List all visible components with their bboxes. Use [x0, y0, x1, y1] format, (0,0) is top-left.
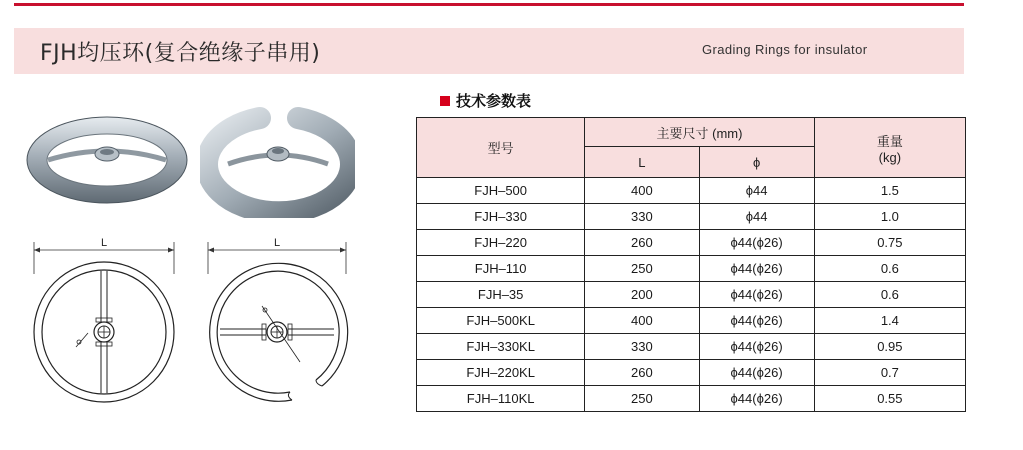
header-length: L [585, 147, 699, 178]
red-square-icon [440, 96, 450, 106]
cell-weight: 0.95 [814, 334, 965, 360]
page-title: FJH均压环(复合绝缘子串用) [40, 41, 321, 66]
spec-table [416, 117, 966, 412]
cell-weight: 0.6 [814, 256, 965, 282]
table-row [417, 256, 966, 282]
header-banner [14, 28, 964, 74]
cell-model: FJH–110KL [417, 386, 585, 412]
table-row [417, 334, 966, 360]
cell-model: FJH–220KL [417, 360, 585, 386]
header-weight-unit: (kg) [878, 149, 902, 165]
section-title: 技术参数表 [456, 92, 532, 110]
cell-length: 250 [585, 386, 699, 412]
cell-weight: 1.5 [814, 178, 965, 204]
open-ring-drawing [200, 234, 355, 409]
cell-diameter: ϕ44(ϕ26) [699, 230, 814, 256]
cell-length: 250 [585, 256, 699, 282]
cell-weight: 1.0 [814, 204, 965, 230]
table-row [417, 178, 966, 204]
cell-weight: 0.6 [814, 282, 965, 308]
cell-length: 400 [585, 308, 699, 334]
cell-model: FJH–220 [417, 230, 585, 256]
cell-diameter: ϕ44(ϕ26) [699, 282, 814, 308]
cell-weight: 1.4 [814, 308, 965, 334]
cell-weight: 0.75 [814, 230, 965, 256]
cell-weight: 0.55 [814, 386, 965, 412]
table-row [417, 386, 966, 412]
open-ring-photo [200, 106, 355, 218]
cell-diameter: ϕ44(ϕ26) [699, 360, 814, 386]
cell-length: 260 [585, 230, 699, 256]
cell-model: FJH–110 [417, 256, 585, 282]
cell-diameter: ϕ44 [699, 178, 814, 204]
cell-length: 200 [585, 282, 699, 308]
header-weight [814, 118, 965, 178]
top-red-rule [14, 3, 964, 6]
table-row [417, 282, 966, 308]
cell-model: FJH–500 [417, 178, 585, 204]
table-row [417, 230, 966, 256]
cell-model: FJH–500KL [417, 308, 585, 334]
cell-diameter: ϕ44(ϕ26) [699, 308, 814, 334]
cell-length: 330 [585, 204, 699, 230]
cell-model: FJH–330KL [417, 334, 585, 360]
section-heading [440, 90, 531, 111]
page-subtitle: Grading Rings for insulator [702, 42, 868, 57]
closed-ring-dim-label: L [100, 237, 108, 249]
header-weight-label: 重量 [876, 133, 903, 149]
header-diameter: ϕ [699, 147, 814, 178]
cell-length: 260 [585, 360, 699, 386]
header-dimensions: 主要尺寸 (mm) [585, 118, 814, 147]
table-row [417, 308, 966, 334]
closed-ring-photo [22, 112, 192, 208]
cell-weight: 0.7 [814, 360, 965, 386]
cell-diameter: ϕ44(ϕ26) [699, 334, 814, 360]
closed-ring-drawing [24, 234, 184, 409]
header-model: 型号 [417, 118, 585, 178]
cell-model: FJH–35 [417, 282, 585, 308]
cell-length: 400 [585, 178, 699, 204]
open-ring-dim-label: L [273, 237, 281, 249]
table-row [417, 360, 966, 386]
table-row [417, 204, 966, 230]
cell-diameter: ϕ44(ϕ26) [699, 256, 814, 282]
cell-length: 330 [585, 334, 699, 360]
cell-diameter: ϕ44(ϕ26) [699, 386, 814, 412]
cell-diameter: ϕ44 [699, 204, 814, 230]
cell-model: FJH–330 [417, 204, 585, 230]
